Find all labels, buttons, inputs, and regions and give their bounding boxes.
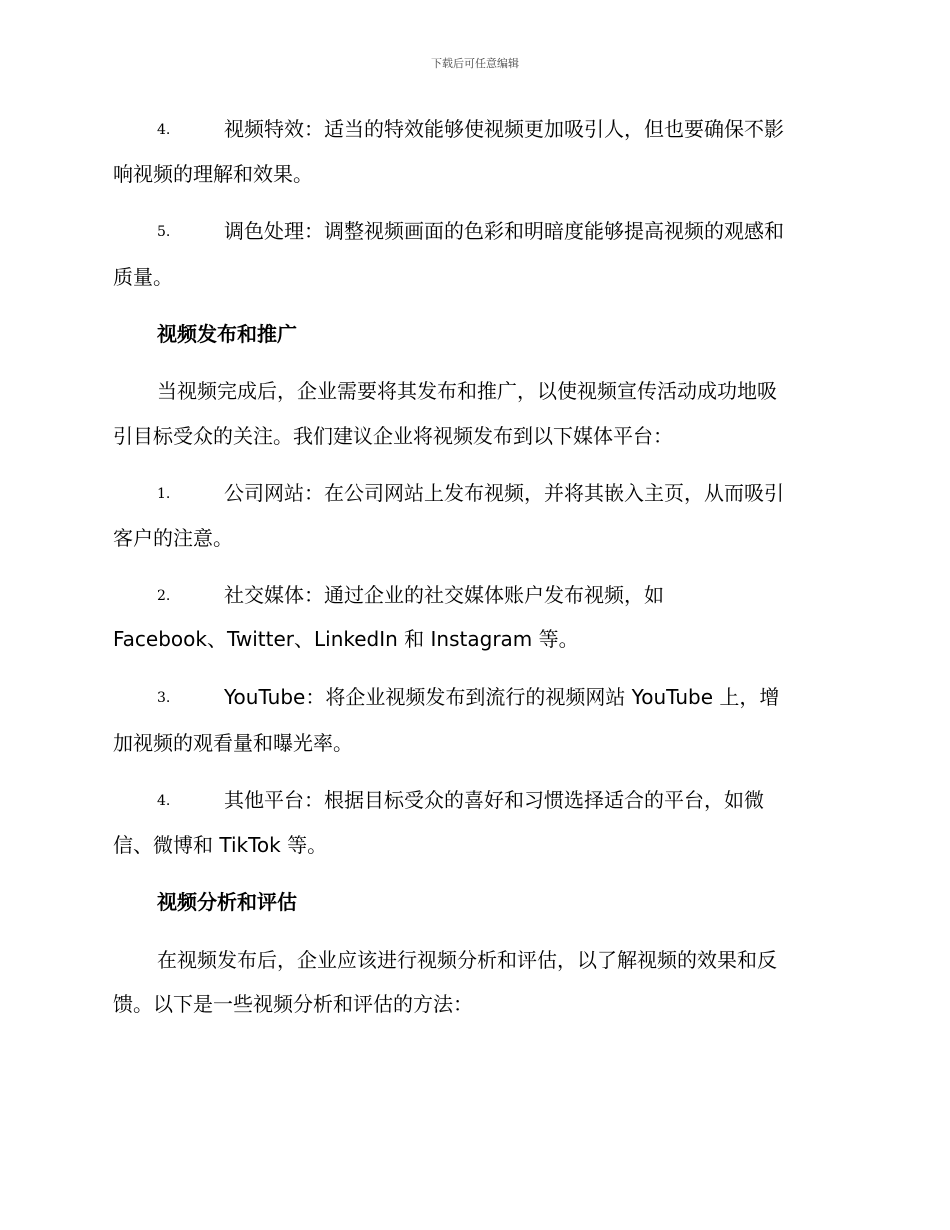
paragraph-line: 引目标受众的关注。我们建议企业将视频发布到以下媒体平台： — [113, 424, 673, 448]
section-heading: 视频分析和评估 — [157, 890, 297, 914]
list-item-number: 4. — [157, 122, 171, 138]
list-item-number: 3. — [157, 690, 171, 706]
list-item-text: 社交媒体：通过企业的社交媒体账户发布视频，如 — [224, 583, 664, 607]
list-item-continuation: 信、微博和 TikTok 等。 — [113, 833, 328, 857]
list-item-text: 其他平台：根据目标受众的喜好和习惯选择适合的平台，如微 — [224, 788, 764, 812]
list-item-continuation: 响视频的理解和效果。 — [113, 162, 313, 186]
list-item-number: 5. — [157, 224, 171, 240]
list-item-number: 4. — [157, 793, 171, 809]
list-item-continuation: 加视频的观看量和曝光率。 — [113, 731, 353, 755]
list-item-number: 1. — [157, 486, 171, 502]
list-item-continuation: Facebook、Twitter、LinkedIn 和 Instagram 等。 — [113, 627, 579, 651]
list-item-number: 2. — [157, 588, 171, 604]
paragraph-line: 馈。以下是一些视频分析和评估的方法： — [113, 992, 473, 1016]
list-item-text: 视频特效：适当的特效能够使视频更加吸引人，但也要确保不影 — [224, 117, 784, 141]
section-heading: 视频发布和推广 — [157, 322, 297, 346]
list-item-text: 调色处理：调整视频画面的色彩和明暗度能够提高视频的观感和 — [224, 219, 784, 243]
paragraph-line: 当视频完成后，企业需要将其发布和推广，以使视频宣传活动成功地吸 — [157, 379, 777, 403]
list-item-text: 公司网站：在公司网站上发布视频，并将其嵌入主页，从而吸引 — [224, 481, 784, 505]
page-header: 下载后可任意编辑 — [431, 57, 519, 70]
list-item-continuation: 质量。 — [113, 265, 173, 289]
list-item-text: YouTube：将企业视频发布到流行的视频网站 YouTube 上，增 — [224, 685, 780, 709]
list-item-continuation: 客户的注意。 — [113, 526, 233, 550]
paragraph-line: 在视频发布后，企业应该进行视频分析和评估，以了解视频的效果和反 — [157, 948, 777, 972]
